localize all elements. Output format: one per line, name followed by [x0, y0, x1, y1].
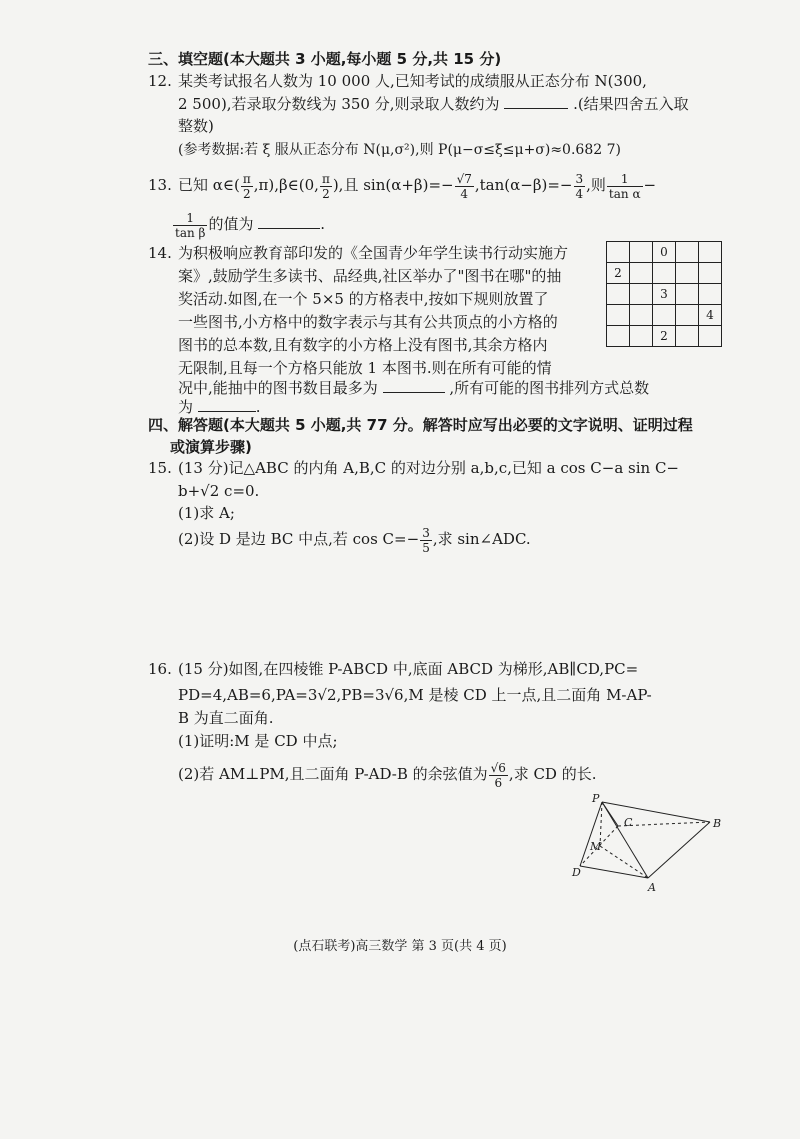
- q14-text-8b: .: [255, 398, 261, 416]
- q13-tail: 的值为: [208, 215, 254, 233]
- edge-PD: [580, 802, 602, 866]
- q16-pyramid-figure: [560, 790, 740, 900]
- q13-frac-pi-2b: [320, 172, 332, 201]
- q14-text-1: 为积极响应教育部印发的《全国青少年学生读书行动实施方: [178, 244, 569, 262]
- q14-text-7b: ,所有可能的图书排列方式总数: [449, 379, 650, 397]
- grid-cell: [630, 305, 653, 326]
- q13-line2: [172, 208, 325, 240]
- grid-cell: [607, 284, 630, 305]
- edge-PC: [602, 802, 618, 826]
- section-4-title-1: 四、解答题(本大题共 5 小题,共 77 分。解答时应写出必要的文字说明、证明过程: [148, 416, 693, 434]
- grid-cell: [676, 305, 699, 326]
- q13-text-4: ,tan(α−β)=−: [474, 176, 573, 194]
- q12-number: 12.: [148, 72, 172, 90]
- label-C: C: [624, 816, 633, 829]
- q14-text-7a: 况中,能抽中的图书数目最多为: [178, 379, 378, 397]
- grid-cell: [676, 263, 699, 284]
- q15-sub1: (1)求 A;: [178, 504, 235, 522]
- q12-answer-blank[interactable]: [504, 94, 568, 109]
- grid-cell: 2: [607, 263, 630, 284]
- grid-cell: [699, 284, 722, 305]
- q16-line1: [148, 659, 638, 679]
- q13-text-5: ,则: [586, 176, 606, 194]
- frac-den: 4: [575, 186, 584, 201]
- edge-MA: [600, 846, 648, 878]
- q16-frac-sqrt6-6: [489, 761, 508, 790]
- q13-text-2: ,π),β∈(0,: [253, 176, 319, 194]
- q15-sub2: [178, 524, 531, 555]
- q15-text-1: (13 分)记△ABC 的内角 A,B,C 的对边分别 a,b,c,已知 a cos C−a sin C−: [178, 459, 679, 477]
- grid-cell: 0: [653, 242, 676, 263]
- label-B: B: [713, 817, 722, 830]
- frac-den: tan β: [175, 225, 206, 240]
- frac-den: 2: [242, 186, 251, 201]
- frac-den: 2: [322, 186, 330, 201]
- q15-line1: [148, 458, 679, 478]
- grid-cell: [699, 326, 722, 347]
- q16-sub2-a: (2)若 AM⊥PM,且二面角 P-AD-B 的余弦值为: [178, 765, 488, 783]
- q14-answer-blank-2[interactable]: [198, 397, 256, 412]
- q15-frac-3-5: [420, 526, 432, 555]
- q12-text-2b: .(结果四舍五入取: [573, 95, 689, 113]
- q13-frac-1-tan-alpha: [607, 172, 643, 201]
- frac-den: 5: [422, 540, 430, 555]
- q14-grid: [606, 241, 722, 347]
- q12-line2: [178, 94, 689, 114]
- q13-number: 13.: [148, 176, 172, 194]
- edge-PB: [602, 802, 710, 822]
- edge-DA: [580, 866, 648, 878]
- page-footer: (点石联考)高三数学 第 3 页(共 4 页): [293, 939, 507, 954]
- grid-row: [607, 326, 722, 347]
- q12-text-2a: 2 500),若录取分数线为 350 分,则录取人数约为: [178, 95, 500, 113]
- frac-num: 3: [575, 171, 584, 186]
- grid-row: [607, 284, 722, 305]
- frac-num: π: [242, 171, 251, 186]
- grid-cell: [630, 326, 653, 347]
- q16-sub1: (1)证明:M 是 CD 中点;: [178, 732, 338, 750]
- q12-text-1: 某类考试报名人数为 10 000 人,已知考试的成绩服从正态分布 N(300,: [178, 72, 647, 90]
- q13-line1: [148, 170, 656, 201]
- grid-cell: [653, 305, 676, 326]
- q14-line5: 图书的总本数,且有数字的小方格上没有图书,其余方格内: [178, 336, 548, 354]
- grid-row: [607, 305, 722, 326]
- grid-cell: [607, 326, 630, 347]
- frac-den: 4: [460, 186, 469, 201]
- frac-num: 1: [607, 172, 643, 187]
- grid-cell: [699, 242, 722, 263]
- q15-sub2-a: (2)设 D 是边 BC 中点,若 cos C=−: [178, 530, 420, 548]
- q14-line2: 案》,鼓励学生多读书、品经典,社区举办了"图书在哪"的抽: [178, 267, 562, 285]
- q13-frac-1-tan-beta: [173, 211, 207, 240]
- grid-cell: 2: [653, 326, 676, 347]
- grid-cell: [676, 284, 699, 305]
- frac-num: 1: [173, 211, 207, 226]
- grid-cell: [630, 263, 653, 284]
- q16-sub2: [178, 758, 597, 790]
- grid-cell: [653, 263, 676, 284]
- grid-cell: [607, 242, 630, 263]
- grid-cell: [676, 242, 699, 263]
- q13-minus: −: [643, 176, 657, 194]
- section-3-title: 三、填空题(本大题共 3 小题,每小题 5 分,共 15 分): [148, 50, 502, 68]
- label-P: P: [592, 792, 600, 805]
- grid-cell: 4: [699, 305, 722, 326]
- q14-number: 14.: [148, 244, 172, 262]
- frac-den: 6: [494, 775, 503, 790]
- q13-period: .: [320, 215, 326, 233]
- q12-line3: 整数): [178, 117, 214, 135]
- q16-text-1: (15 分)如图,在四棱锥 P-ABCD 中,底面 ABCD 为梯形,AB∥CD,PC=: [178, 660, 639, 678]
- section-4-title-2: 或演算步骤): [170, 438, 252, 456]
- q12-line1: [148, 71, 647, 91]
- q14-line6: 无限制,且每一个方格只能放 1 本图书.则在所有可能的情: [178, 359, 552, 377]
- q15-line2: b+√2 c=0.: [178, 482, 260, 500]
- q13-text-3: ),且 sin(α+β)=−: [332, 176, 454, 194]
- frac-num: √6: [490, 760, 506, 775]
- q13-frac-sqrt7-4: [455, 172, 474, 201]
- grid-row: [607, 242, 722, 263]
- q13-frac-3-4: [574, 172, 586, 201]
- q14-line4: 一些图书,小方格中的数字表示与其有公共顶点的小方格的: [178, 313, 558, 331]
- grid-cell: [630, 284, 653, 305]
- q16-number: 16.: [148, 660, 172, 678]
- q14-line1: [148, 243, 568, 263]
- label-M: M: [590, 840, 602, 853]
- grid-cell: [607, 305, 630, 326]
- frac-num: √7: [456, 171, 472, 186]
- grid-cell: [630, 242, 653, 263]
- q15-sub2-b: ,求 sin∠ADC.: [432, 530, 531, 548]
- edge-AB: [648, 822, 710, 878]
- grid-cell: [676, 326, 699, 347]
- q16-line2: PD=4,AB=6,PA=3√2,PB=3√6,M 是棱 CD 上一点,且二面角 M-AP-: [178, 686, 652, 704]
- frac-num: π: [321, 171, 330, 186]
- q16-sub2-b: ,求 CD 的长.: [508, 765, 597, 783]
- grid-row: [607, 263, 722, 284]
- q14-text-8a: 为: [178, 398, 194, 416]
- frac-den: tan α: [608, 186, 641, 201]
- q13-answer-blank[interactable]: [258, 214, 320, 229]
- q14-line7: [178, 378, 649, 398]
- grid-cell: 3: [653, 284, 676, 305]
- frac-num: 3: [422, 525, 430, 540]
- grid-cell: [699, 263, 722, 284]
- q14-line3: 奖活动.如图,在一个 5×5 的方格表中,按如下规则放置了: [178, 290, 549, 308]
- q12-reference: (参考数据:若 ξ 服从正态分布 N(μ,σ²),则 P(μ−σ≤ξ≤μ+σ)≈0.682 7): [178, 142, 621, 158]
- q14-line8: [178, 397, 261, 417]
- q13-frac-pi-2a: [241, 172, 253, 201]
- q16-line3: B 为直二面角.: [178, 709, 274, 727]
- label-A: A: [648, 881, 656, 894]
- q14-answer-blank-1[interactable]: [383, 378, 445, 393]
- q15-number: 15.: [148, 459, 172, 477]
- label-D: D: [572, 866, 581, 879]
- q13-text-1: 已知 α∈(: [178, 176, 240, 194]
- edge-PA: [602, 802, 648, 878]
